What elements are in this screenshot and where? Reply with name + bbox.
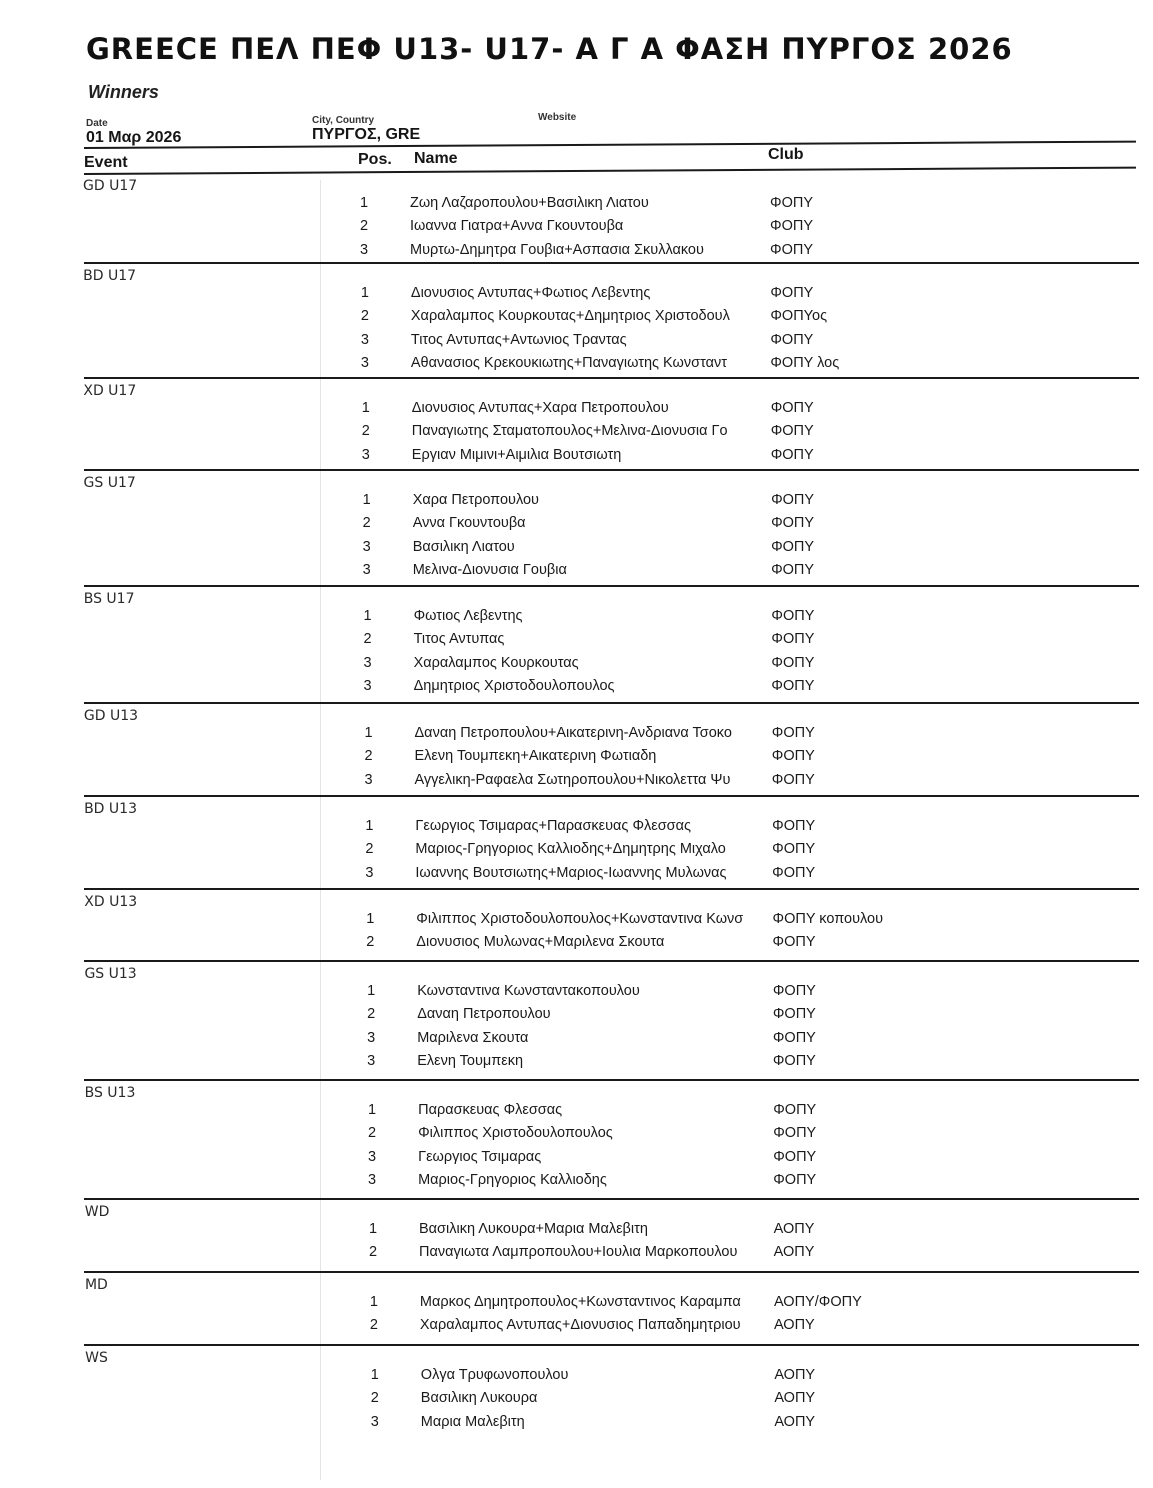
result-row [360,655,920,677]
club-name: ΑΟΠΥ [773,1244,815,1261]
result-row [357,285,917,307]
result-row [363,1030,923,1052]
event-label: GD U13 [83,708,139,724]
club-name: ΦΟΠΥ [771,608,815,624]
position: 3 [363,677,372,694]
player-name: Φιλιππος Χριστοδουλοπουλος+Κωνσταντινα Κωνσ [416,911,744,927]
event-divider [84,795,1139,797]
event-label: WD [84,1204,110,1220]
player-name: Εργιαν Μιμινι+Αιμιλια Βουτσιωτη [411,446,622,463]
column-name: Name [414,150,458,167]
player-name: Μαριος-Γρηγοριος Καλλιοδης [418,1171,607,1188]
result-row [361,725,921,747]
player-name: Βασιλικη Λυκουρα+Μαρια Μαλεβιτη [419,1221,648,1237]
result-row [366,1317,926,1339]
position: 2 [368,1244,378,1261]
header-divider [84,141,1136,149]
club-name: ΦΟΠΥ λος [770,354,840,371]
position: 3 [363,654,372,671]
city-value: ΠΥΡΓΟΣ, GRE [312,126,421,143]
position: 1 [367,983,376,999]
position: 2 [362,515,371,532]
position: 1 [368,1221,378,1237]
club-name: ΦΟΠΥ [772,1052,816,1069]
event-divider [84,1198,1139,1200]
club-name: ΦΟΠΥ [771,725,815,741]
position: 2 [367,1006,376,1023]
player-name: Φιλιππος Χριστοδουλοπουλος [418,1125,613,1142]
player-name: Γεωργιος Τσιμαρας+Παρασκευας Φλεσσας [415,818,691,834]
position: 3 [362,561,371,578]
position: 2 [369,1317,378,1334]
position: 2 [365,841,374,858]
position: 1 [361,400,370,416]
player-name: Μυρτω-Δημητρα Γουβια+Ασπασια Σκυλλακου [410,241,704,258]
result-row [367,1414,927,1436]
result-row [359,515,919,537]
position: 2 [361,423,370,440]
club-name: ΦΟΠΥ [771,492,815,508]
player-name: Χαρα Πετροπουλου [412,492,539,508]
result-row [365,1221,925,1243]
event-label: WS [85,1350,108,1366]
position: 3 [362,538,371,555]
result-row [358,400,918,422]
player-name: Διονυσιος Αντυπας+Χαρα Πετροπουλου [411,400,669,416]
event-divider [84,585,1139,587]
event-divider [84,1271,1139,1273]
column-club: Club [768,146,804,163]
result-row [367,1390,927,1412]
player-name: Μαριλενα Σκουτα [417,1029,529,1046]
event-label: BD U13 [84,801,137,817]
website-label: Website [538,112,577,123]
position: 2 [364,748,373,765]
club-name: ΦΟΠΥ [770,331,814,348]
club-name: ΦΟΠΥ [770,446,814,463]
position: 3 [364,771,373,788]
club-name: ΑΟΠΥ [774,1413,816,1430]
result-row [364,1125,924,1147]
player-name: Χαραλαμπος Κουρκουτας+Δημητριος Χριστοδουλ [410,308,730,325]
event-divider [84,377,1139,379]
result-row [360,608,920,630]
position: 1 [364,725,373,741]
player-name: Αγγελικη-Ραφαελα Σωτηροπουλου+Νικολεττα Ψυ [414,771,731,788]
event-divider [84,262,1139,264]
result-row [363,1053,923,1075]
result-row [362,911,922,933]
club-name: ΑΟΠΥ [773,1317,815,1334]
club-name: ΦΟΠΥ [770,241,813,258]
position: 3 [368,1148,377,1165]
result-row [359,492,919,514]
player-name: Τιτος Αντυπας [413,631,505,648]
club-name: ΦΟΠΥ [773,1171,817,1188]
club-name: ΦΟΠΥ [770,400,814,416]
player-name: Παναγιωτα Λαμπροπουλου+Ιουλια Μαρκοπουλου [419,1244,738,1261]
club-name: ΑΟΠΥ [774,1390,816,1407]
position: 1 [368,1102,377,1118]
event-divider [84,960,1139,962]
event-label: MD [84,1277,108,1293]
position: 1 [359,195,369,211]
result-row [364,1149,924,1171]
position: 1 [363,608,372,624]
position: 3 [360,331,369,348]
result-row [364,1102,924,1124]
result-row [361,865,921,887]
player-name: Παρασκευας Φλεσσας [418,1102,563,1118]
player-name: Βασιλικη Λιατου [412,538,515,555]
club-name: ΦΟΠΥ [773,1148,817,1165]
club-name: ΦΟΠΥ [773,1102,817,1118]
position: 2 [360,308,369,325]
player-name: Δημητριος Χριστοδουλοπουλος [413,677,615,694]
result-row [360,631,920,653]
position: 3 [367,1052,376,1069]
player-name: Τιτος Αντυπας+Αντωνιος Τραντας [410,331,627,348]
position: 3 [367,1029,376,1046]
player-name: Μαρια Μαλεβιτη [420,1413,525,1430]
column-event: Event [84,154,128,171]
event-label: BD U17 [83,268,137,284]
event-divider [84,702,1139,704]
player-name: Γεωργιος Τσιμαρας [418,1148,542,1165]
result-row [356,242,916,264]
player-name: Μαριος-Γρηγοριος Καλλιοδης+Δημητρης Μιχαλο [415,841,726,858]
position: 2 [366,934,375,951]
position: 1 [362,492,371,508]
club-name: ΦΟΠΥ [770,195,813,211]
club-name: ΦΟΠΥ [771,631,815,648]
position: 3 [365,864,374,881]
position: 2 [363,631,372,648]
result-row [367,1367,927,1389]
player-name: Αθανασιος Κρεκουκιωτης+Παναγιωτης Κωνσταντ [410,354,727,371]
player-name: Βασιλικη Λυκουρα [420,1390,538,1407]
position: 3 [370,1413,379,1430]
player-name: Δαναη Πετροπουλου+Αικατερινη-Ανδριανα Τσοκο [414,725,732,741]
club-name: ΑΟΠΥ/ΦΟΠΥ [773,1294,862,1310]
player-name: Ζωη Λαζαροπουλου+Βασιλικη Λιατου [410,195,649,211]
club-name: ΦΟΠΥ [771,748,815,765]
club-name: ΦΟΠΥ [771,677,815,694]
page-subtitle: Winners [88,82,159,102]
result-row [364,1172,924,1194]
player-name: Χαραλαμπος Αντυπας+Διονυσιος Παπαδημητριου [419,1317,741,1334]
column-header-divider [84,167,1136,175]
column-pos: Pos. [358,151,392,168]
club-name: ΦΟΠΥ [772,864,816,881]
result-row [363,983,923,1005]
position: 1 [370,1367,379,1383]
player-name: Αννα Γκουντουβα [412,515,526,532]
position: 1 [369,1294,378,1310]
result-row [365,1244,925,1266]
player-name: Χαραλαμπος Κουρκουτας [413,654,579,671]
club-name: ΦΟΠΥ [772,841,816,858]
result-row [357,308,917,330]
player-name: Μελινα-Διονυσια Γουβια [412,561,567,578]
club-name: ΦΟΠΥ [771,654,815,671]
scan-guide-line [320,180,321,1480]
player-name: Μαρκος Δημητροπουλος+Κωνσταντινος Καραμπα [419,1294,741,1310]
player-name: Διονυσιος Αντυπας+Φωτιος Λεβεντης [410,285,651,301]
city-label: City, Country [312,115,375,126]
position: 1 [366,911,375,927]
result-row [361,841,921,863]
club-name: ΦΟΠΥ [770,218,813,235]
event-label: XD U13 [84,894,138,910]
player-name: Ολγα Τρυφωνοπουλου [420,1367,569,1383]
result-row [361,772,921,794]
player-name: Ελενη Τουμπεκη+Αικατερινη Φωτιαδη [414,748,657,765]
club-name: ΦΟΠΥ [771,515,815,532]
event-divider [84,469,1139,471]
result-row [361,818,921,840]
event-divider [84,888,1139,890]
position: 2 [368,1125,377,1142]
club-name: ΦΟΠΥ [770,423,814,440]
player-name: Κωνσταντινα Κωνσταντακοπουλου [417,983,640,999]
page-title: GREECE ΠΕΛ ΠΕΦ U13- U17- Α Γ Α ΦΑΣΗ ΠΥΡΓΟΣ 2026 [86,32,1013,66]
player-name: Ιωαννης Βουτσιωτης+Μαριος-Ιωαννης Μυλωνας [415,864,727,881]
player-name: Δαναη Πετροπουλου [417,1006,551,1023]
club-name: ΦΟΠΥ [773,1125,817,1142]
position: 3 [361,446,370,463]
club-name: ΦΟΠΥ κοπουλου [772,911,884,927]
club-name: ΦΟΠΥος [770,308,828,325]
club-name: ΦΟΠΥ [772,818,816,834]
event-label: XD U17 [83,383,137,399]
result-row [358,447,918,469]
club-name: ΦΟΠΥ [772,934,816,951]
result-row [357,355,917,377]
result-row [359,539,919,561]
position: 1 [365,818,374,834]
player-name: Ελενη Τουμπεκη [417,1052,524,1069]
club-name: ΑΟΠΥ [774,1367,816,1383]
position: 1 [360,285,369,301]
event-label: BS U17 [83,591,135,607]
event-label: BS U13 [84,1085,136,1101]
player-name: Ιωαννα Γιατρα+Αννα Γκουντουβα [410,218,624,235]
result-row [360,678,920,700]
club-name: ΦΟΠΥ [771,561,815,578]
event-label: GS U17 [83,475,136,491]
club-name: ΦΟΠΥ [772,1029,816,1046]
result-row [359,562,919,584]
date-value: 01 Μαρ 2026 [86,129,182,146]
position: 3 [360,354,369,371]
player-name: Παναγιωτης Σταματοπουλος+Μελινα-Διονυσια Γο [411,423,728,440]
club-name: ΦΟΠΥ [772,983,816,999]
result-row [356,218,916,240]
club-name: ΑΟΠΥ [773,1221,815,1237]
position: 2 [359,218,369,235]
position: 3 [368,1171,377,1188]
position: 2 [370,1390,379,1407]
club-name: ΦΟΠΥ [771,771,815,788]
date-label: Date [86,118,108,129]
result-row [357,332,917,354]
event-label: GS U13 [84,966,137,982]
result-row [363,1006,923,1028]
result-row [366,1294,926,1316]
player-name: Φωτιος Λεβεντης [413,608,523,624]
club-name: ΦΟΠΥ [770,285,814,301]
event-label: GD U17 [83,178,138,194]
event-divider [84,1344,1139,1346]
result-row [356,195,916,217]
result-row [358,423,918,445]
player-name: Διονυσιος Μυλωνας+Μαριλενα Σκουτα [416,934,665,951]
club-name: ΦΟΠΥ [772,1006,816,1023]
event-divider [84,1079,1139,1081]
result-row [362,934,922,956]
position: 3 [359,241,369,258]
club-name: ΦΟΠΥ [771,538,815,555]
result-row [361,748,921,770]
